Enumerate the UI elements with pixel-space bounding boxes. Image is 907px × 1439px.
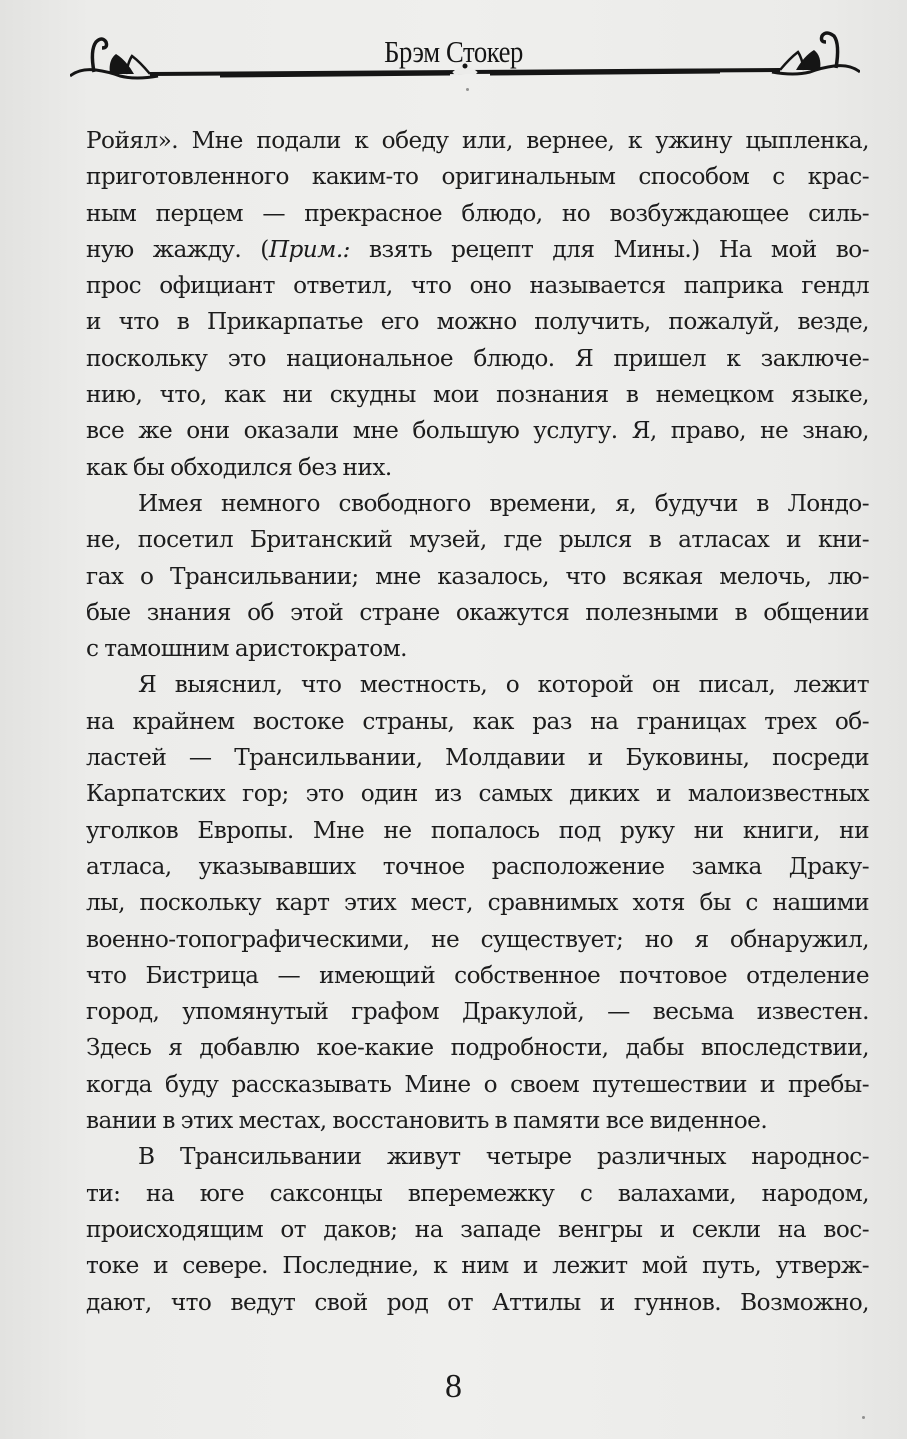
text-line: Ройял». Мне подали к обеду или, вернее, к ужину цыпленка, bbox=[86, 127, 869, 154]
text-line: вании в этих местах, восстановить в памяти все виденное. bbox=[86, 1107, 768, 1135]
text-line: прос официант ответил, что оно называется паприка гендл bbox=[86, 272, 869, 300]
text-line: как бы обходился без них. bbox=[86, 453, 392, 481]
text-line: Я выяснил, что местность, о которой он писал, лежит bbox=[138, 671, 869, 699]
text-line: нию, что, как ни скудны мои познания в немецком языке, bbox=[86, 381, 869, 409]
text-line: уголков Европы. Мне не попалось под руку ни книги, ни bbox=[86, 816, 869, 844]
text-line: ти: на юге саксонцы вперемежку с валахами, народом, bbox=[86, 1179, 869, 1207]
text-line: с тамошним аристократом. bbox=[86, 635, 407, 663]
scan-speck bbox=[862, 1416, 865, 1419]
text-line: поскольку это национальное блюдо. Я пришел к заключе- bbox=[86, 344, 869, 372]
text-line: ную жажду. (Прим.: взять рецепт для Мины.) На мой во- bbox=[86, 235, 869, 263]
page-number: 8 bbox=[445, 1368, 462, 1405]
text-line: В Трансильвании живут четыре различных народнос- bbox=[138, 1143, 869, 1171]
text-line: на крайнем востоке страны, как раз на границах трех об- bbox=[86, 707, 869, 735]
scan-speck bbox=[466, 88, 469, 91]
paragraph bbox=[86, 123, 869, 486]
text-line: Здесь я добавлю кое-какие подробности, дабы впоследствии, bbox=[86, 1034, 869, 1062]
text-line: происходящим от даков; на западе венгры и секли на вос- bbox=[86, 1215, 869, 1243]
text-line: ластей — Трансильвании, Молдавии и Буковины, посреди bbox=[86, 744, 869, 772]
paragraph bbox=[86, 667, 869, 1139]
text-line: гах о Трансильвании; мне казалось, что всякая мелочь, лю- bbox=[86, 562, 869, 590]
text-line: что Бистрица — имеющий собственное почтовое отделение bbox=[86, 961, 869, 989]
page-header bbox=[0, 0, 907, 100]
text-line: атласа, указывавших точное расположение замка Драку- bbox=[86, 852, 869, 880]
text-line: Имея немного свободного времени, я, будучи в Лондо- bbox=[138, 489, 869, 517]
text-line: все же они оказали мне большую услугу. Я, право, не знаю, bbox=[86, 417, 869, 445]
text-line: город, упомянутый графом Дракулой, — весьма известен. bbox=[86, 998, 869, 1026]
text-line: не, посетил Британский музей, где рылся в атласах и кни- bbox=[86, 526, 869, 554]
paragraph bbox=[86, 1139, 869, 1320]
text-line: когда буду рассказывать Мине о своем путешествии и пребы- bbox=[86, 1070, 869, 1098]
text-line: бые знания об этой стране окажутся полезными в общении bbox=[86, 598, 869, 626]
text-line: Карпатских гор; это один из самых диких и малоизвестных bbox=[86, 780, 869, 808]
text-line: и что в Прикарпатье его можно получить, пожалуй, везде, bbox=[86, 308, 869, 336]
body-text bbox=[86, 123, 869, 1321]
text-line: приготовленного каким-то оригинальным способом с крас- bbox=[86, 163, 869, 191]
text-line: токе и севере. Последние, к ним и лежит мой путь, утверж- bbox=[86, 1252, 869, 1280]
paragraph bbox=[86, 486, 869, 667]
text-line: дают, что ведут свой род от Аттилы и гуннов. Возможно, bbox=[86, 1288, 869, 1316]
italic-note: Прим.: bbox=[268, 235, 350, 263]
text-line: ным перцем — прекрасное блюдо, но возбуждающее силь- bbox=[86, 199, 869, 227]
text-line: лы, поскольку карт этих мест, сравнимых хотя бы с нашими bbox=[86, 889, 869, 917]
running-title: Брэм Стокер bbox=[384, 34, 523, 69]
text-line: военно-топографическими, не существует; но я обнаружил, bbox=[86, 925, 869, 953]
